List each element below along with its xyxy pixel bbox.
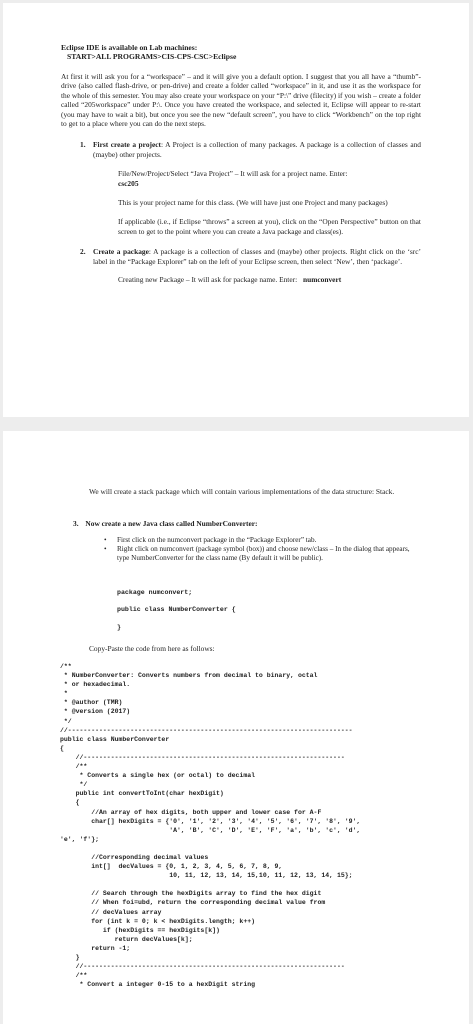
step-3-heading: [73, 519, 418, 528]
step-1-note: This is your project name for this class. (We will have just one Project and many packages): [118, 198, 388, 208]
step-1-details: [118, 169, 421, 236]
step-1-number: 1.: [80, 140, 86, 150]
package-name: numconvert: [303, 275, 342, 285]
copy-paste-instruction: Copy-Paste the code from here as follows:: [89, 644, 215, 653]
step-1: [80, 140, 421, 236]
step-1-label: First create a project: [93, 140, 161, 150]
bullet-item-2: [104, 545, 416, 563]
step-1-menu-path: File/New/Project/Select “Java Project” – It will ask for a project name. Enter:: [118, 169, 348, 179]
code-package-line: package numconvert;: [117, 589, 193, 596]
document-page-2: [3, 431, 469, 1024]
step-2-text: [80, 247, 421, 266]
project-name: csc205: [118, 178, 139, 188]
code-class-line: public class NumberConverter {: [117, 606, 236, 613]
code-close-line: }: [117, 624, 121, 631]
step-1-perspective: If applicable (i.e., if Eclipse “throws” a screen at you), click on the “Open Perspective” button on that screen to get to the point where you can create a Java package and class(es).: [118, 217, 421, 236]
step-2-creating: [118, 275, 421, 284]
stack-paragraph: We will create a stack package which will contain various implementations of the data structure: Stack.: [89, 487, 395, 496]
bullet-item-1: [104, 536, 416, 545]
bullet-2-text: Right click on numconvert (package symbol (box)) and choose new/class – In the dialog that appears, type NumberConverter for the class name (By default it will be public).: [117, 545, 410, 563]
intro-paragraph: At first it will ask you for a “workspace” – and it will give you a default option. I suggest that you all have a “thumb”-drive (also called flash-drive, or pen-drive) and create a folder called “workspace” in it, and use it as the workspace for the whole of this semester. You may also create your workspace on your “P:\” drive (filecity) if you wish – create a folder called “205workspace” under P:\. Once you have created the workspace, and selected it, Eclipse will appear to re-start (you may have to wait a bit), but once you see the new “default screen”, you have to click “Workbench” on the top right to get to a place where you can do the next steps.: [61, 72, 421, 129]
step-3-heading-text: Now create a new Java class called NumberConverter:: [85, 519, 258, 528]
step-1-description: : A Project is a collection of many packages. A package is a collection of classes and (maybe) other projects.: [93, 140, 421, 159]
step-3-bullets: [104, 536, 416, 564]
step-2-label: Create a package: [93, 247, 149, 257]
title-line-2: START>ALL PROGRAMS>CIS-CPS-CSC>Eclipse: [67, 52, 237, 61]
step-2-number: 2.: [80, 247, 86, 257]
bullet-1-text: First click on the numconvert package in the “Package Explorer” tab.: [117, 536, 317, 544]
title-line-1: Eclipse IDE is available on Lab machines:: [61, 43, 198, 52]
bullet-icon: •: [104, 545, 107, 554]
step-2-creating-text: Creating new Package – It will ask for package name. Enter:: [118, 275, 298, 285]
page-1-content: [61, 43, 421, 285]
bullet-icon: •: [104, 536, 107, 544]
step-3-number: 3.: [73, 519, 79, 528]
source-code-block: /** * NumberConverter: Converts numbers from decimal to binary, octal * or hexadecimal. * * @author (TMR) * @version (2017) */ //------------------------------------------------------------------------- public class NumberConverter { //------------------------------------------------------------------- /** * Converts a single hex (or octal) to decimal */ public int convertToInt(char hexDigit) { //An array of hex digits, both upper and lower case for A-F char[] hexDigits = {'0', '1', '2', '3', '4', '5', '6', '7', '8', '9', 'A', 'B', 'C', 'D', 'E', 'F', 'a', 'b', 'c', 'd', 'e', 'f'}; //Corresponding decimal values int[] decValues = {0, 1, 2, 3, 4, 5, 6, 7, 8, 9, 10, 11, 12, 13, 14, 15,10, 11, 12, 13, 14, 15}; // Search through the hexDigits array to find the hex digit // When foi=ubd, return the corresponding decimal value from // decValues array for (int k = 0; k < hexDigits.length; k++) if (hexDigits == hexDigits[k]) return decValues[k]; return -1; } //------------------------------------------------------------------- /** * Convert a integer 0-15 to a hexDigit string: [60, 663, 361, 989]
step-1-text: [80, 140, 421, 159]
step-2-description: : A package is a collection of classes and (maybe) other projects. Right click on the ‘src’ label in the “Package Explorer” tab on the left of your Eclipse screen, then select ‘New’, then ‘package’.: [93, 247, 421, 266]
step-2: [80, 247, 421, 285]
document-page-1: [3, 3, 469, 417]
